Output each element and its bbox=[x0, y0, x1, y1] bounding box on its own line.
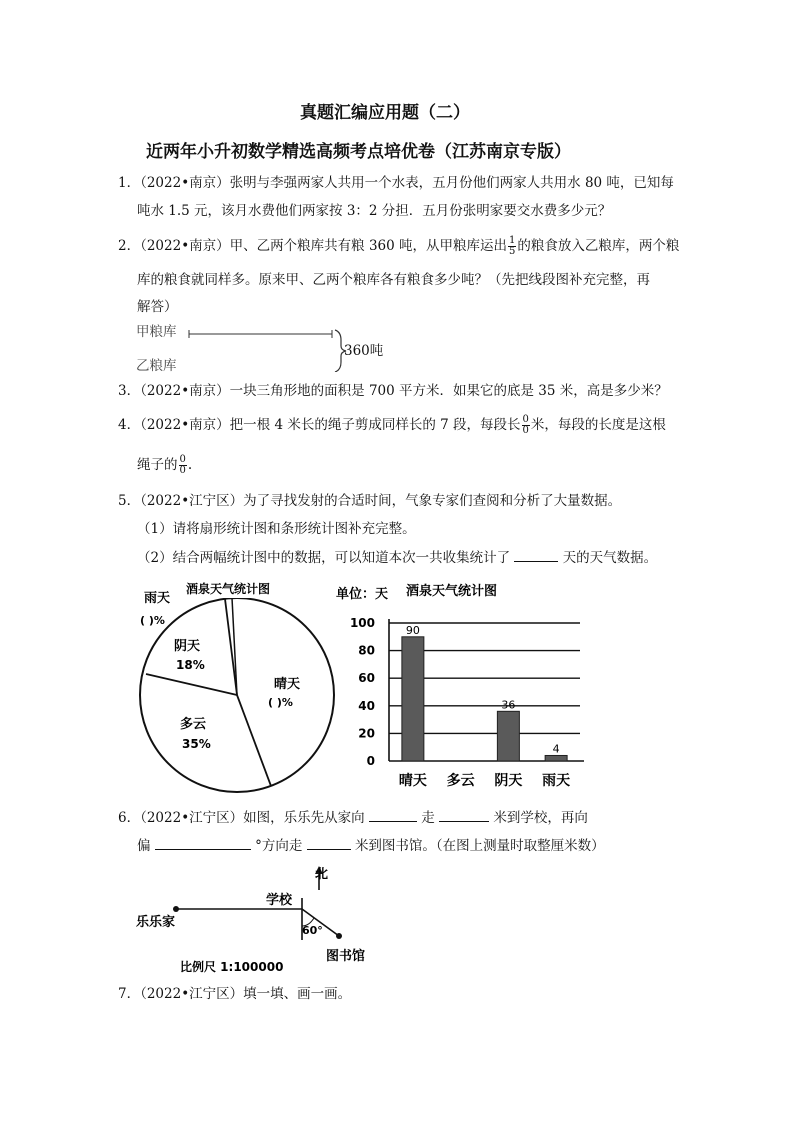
question-2-line-2: 库的粮食就同样多。原来甲、乙两个粮库各有粮食多少吨？（先把线段图补充完整，再 bbox=[137, 272, 650, 288]
pie-label-cloudy: 多云 bbox=[180, 717, 207, 732]
bar-chart-y-tick-label: 100 bbox=[349, 616, 375, 630]
bar bbox=[545, 755, 567, 761]
fraction-denominator: 0 bbox=[522, 425, 529, 436]
question-5-line-1: 5．（2022•江宁区）为了寻找发射的合适时间，气象专家们查阅和分析了大量数据。 bbox=[118, 493, 622, 509]
scale-label: 比例尺 1:100000 bbox=[180, 960, 284, 974]
answer-blank[interactable] bbox=[514, 549, 558, 562]
bar-chart-y-tick-label: 40 bbox=[358, 698, 375, 713]
total-label: 360吨 bbox=[344, 343, 384, 359]
pie-label-sunny-pct: ( )% bbox=[268, 696, 293, 709]
pie-label-rain-pct: ( )% bbox=[140, 614, 165, 627]
pie-title: 酒泉天气统计图 bbox=[186, 582, 271, 596]
pie-label-sunny: 晴天 bbox=[274, 677, 301, 692]
question-6-text-d: 偏 bbox=[137, 838, 151, 854]
distance-blank-2[interactable] bbox=[307, 837, 351, 850]
question-2-line-3: 解答） bbox=[137, 299, 178, 315]
question-5-sub-2-text-b: 天的天气数据。 bbox=[562, 550, 658, 566]
angle-label: 60° bbox=[302, 924, 323, 937]
question-5-sub-2 bbox=[137, 549, 657, 566]
pie-chart bbox=[138, 578, 338, 798]
bar-chart-y-tick-label: 20 bbox=[358, 726, 375, 741]
route-map bbox=[134, 860, 394, 980]
question-1-line-2: 吨水 1.5 元，该月水费他们两家按 3：2 分担．五月份张明家要交水费多少元？ bbox=[137, 203, 612, 219]
bar-chart-unit: 单位：天 bbox=[336, 587, 389, 602]
fraction-numerator: 1 bbox=[509, 235, 516, 246]
question-6-line-2 bbox=[137, 837, 605, 854]
question-2-line-1 bbox=[118, 236, 679, 257]
library-point-icon bbox=[336, 933, 342, 939]
segment-diagram bbox=[136, 320, 396, 372]
question-4-text-b: 米，每段的长度是这根 bbox=[530, 417, 666, 433]
question-4-text-c: 绳子的 bbox=[137, 457, 178, 473]
bar-value-label: 90 bbox=[405, 623, 420, 637]
north-label: 北 bbox=[315, 867, 329, 882]
page-title: 真题汇编应用题（二） bbox=[300, 103, 470, 123]
fraction-blank-1 bbox=[522, 415, 530, 436]
bar-value-label: 4 bbox=[552, 742, 560, 756]
question-2-text-b: 的粮食放入乙粮库，两个粮 bbox=[517, 238, 680, 254]
pie-label-overcast: 阴天 bbox=[174, 639, 201, 654]
question-6-text-b: 走 bbox=[421, 810, 435, 826]
fraction-denominator: 0 bbox=[179, 465, 186, 476]
question-1-line-1: 1．（2022•南京）张明与李强两家人共用一个水表，五月份他们两家人共用水 80 吨，已知每 bbox=[118, 175, 674, 191]
bar-chart bbox=[334, 578, 584, 800]
bar-chart-category-label: 阴天 bbox=[494, 773, 523, 789]
question-6-text-a: 6．（2022•江宁区）如图，乐乐先从家向 bbox=[118, 810, 365, 826]
fraction-blank-2 bbox=[179, 455, 187, 476]
question-2-text-a: 2．（2022•南京）甲、乙两个粮库共有粮 360 吨，从甲粮库运出 bbox=[118, 238, 508, 254]
question-6-line-1 bbox=[118, 809, 588, 826]
page-subtitle: 近两年小升初数学精选高频考点培优卷（江苏南京专版） bbox=[146, 142, 571, 162]
bar bbox=[402, 637, 424, 761]
fraction-numerator: 0 bbox=[179, 454, 186, 465]
bar-chart-title: 酒泉天气统计图 bbox=[406, 584, 498, 599]
label-yi-granary: 乙粮库 bbox=[136, 358, 177, 374]
bearing-blank[interactable] bbox=[155, 837, 251, 850]
home-point-icon bbox=[173, 906, 179, 912]
question-6-text-f: 米到图书馆。（在图上测量时取整厘米数） bbox=[354, 838, 605, 854]
question-3-line-1: 3．（2022•南京）一块三角形地的面积是 700 平方米．如果它的底是 35 米，高是多少米？ bbox=[118, 383, 668, 399]
library-label: 图书馆 bbox=[326, 949, 366, 964]
label-jia-granary: 甲粮库 bbox=[136, 324, 177, 340]
fraction-one-fifth bbox=[508, 236, 516, 257]
question-6-text-c: 米到学校，再向 bbox=[493, 810, 588, 826]
question-4-line-1 bbox=[118, 415, 666, 436]
question-5-sub-1: （1）请将扇形统计图和条形统计图补充完整。 bbox=[137, 521, 416, 537]
bar-chart-category-label: 晴天 bbox=[398, 773, 427, 789]
pie-divider bbox=[146, 674, 237, 695]
question-4-text-d: . bbox=[187, 457, 193, 473]
bar-chart-y-tick-label: 60 bbox=[358, 671, 375, 686]
home-label: 乐乐家 bbox=[136, 915, 176, 930]
bar-chart-y-tick-label: 0 bbox=[366, 754, 375, 768]
pie-label-overcast-pct: 18% bbox=[176, 658, 205, 672]
question-7-line-1: 7．（2022•江宁区）填一填、画一画。 bbox=[118, 986, 352, 1002]
bar-chart-category-label: 雨天 bbox=[542, 773, 571, 789]
pie-label-rain: 雨天 bbox=[144, 591, 171, 606]
question-6-text-e: °方向走 bbox=[255, 838, 303, 854]
school-label: 学校 bbox=[266, 893, 293, 908]
question-5-sub-2-text-a: （2）结合两幅统计图中的数据，可以知道本次一共收集统计了 bbox=[137, 550, 511, 566]
pie-divider bbox=[237, 695, 271, 786]
pie-label-cloudy-pct: 35% bbox=[182, 737, 211, 751]
bar-chart-y-tick-label: 80 bbox=[358, 643, 375, 658]
fraction-numerator: 0 bbox=[522, 414, 529, 425]
bar-chart-category-label: 多云 bbox=[446, 773, 475, 789]
bar bbox=[497, 711, 519, 761]
direction-blank[interactable] bbox=[369, 809, 417, 822]
distance-blank-1[interactable] bbox=[439, 809, 489, 822]
question-4-text-a: 4．（2022•南京）把一根 4 米长的绳子剪成同样长的 7 段，每段长 bbox=[118, 417, 521, 433]
bar-value-label: 36 bbox=[501, 698, 516, 712]
fraction-denominator: 5 bbox=[509, 246, 516, 257]
question-4-line-2 bbox=[137, 455, 192, 476]
